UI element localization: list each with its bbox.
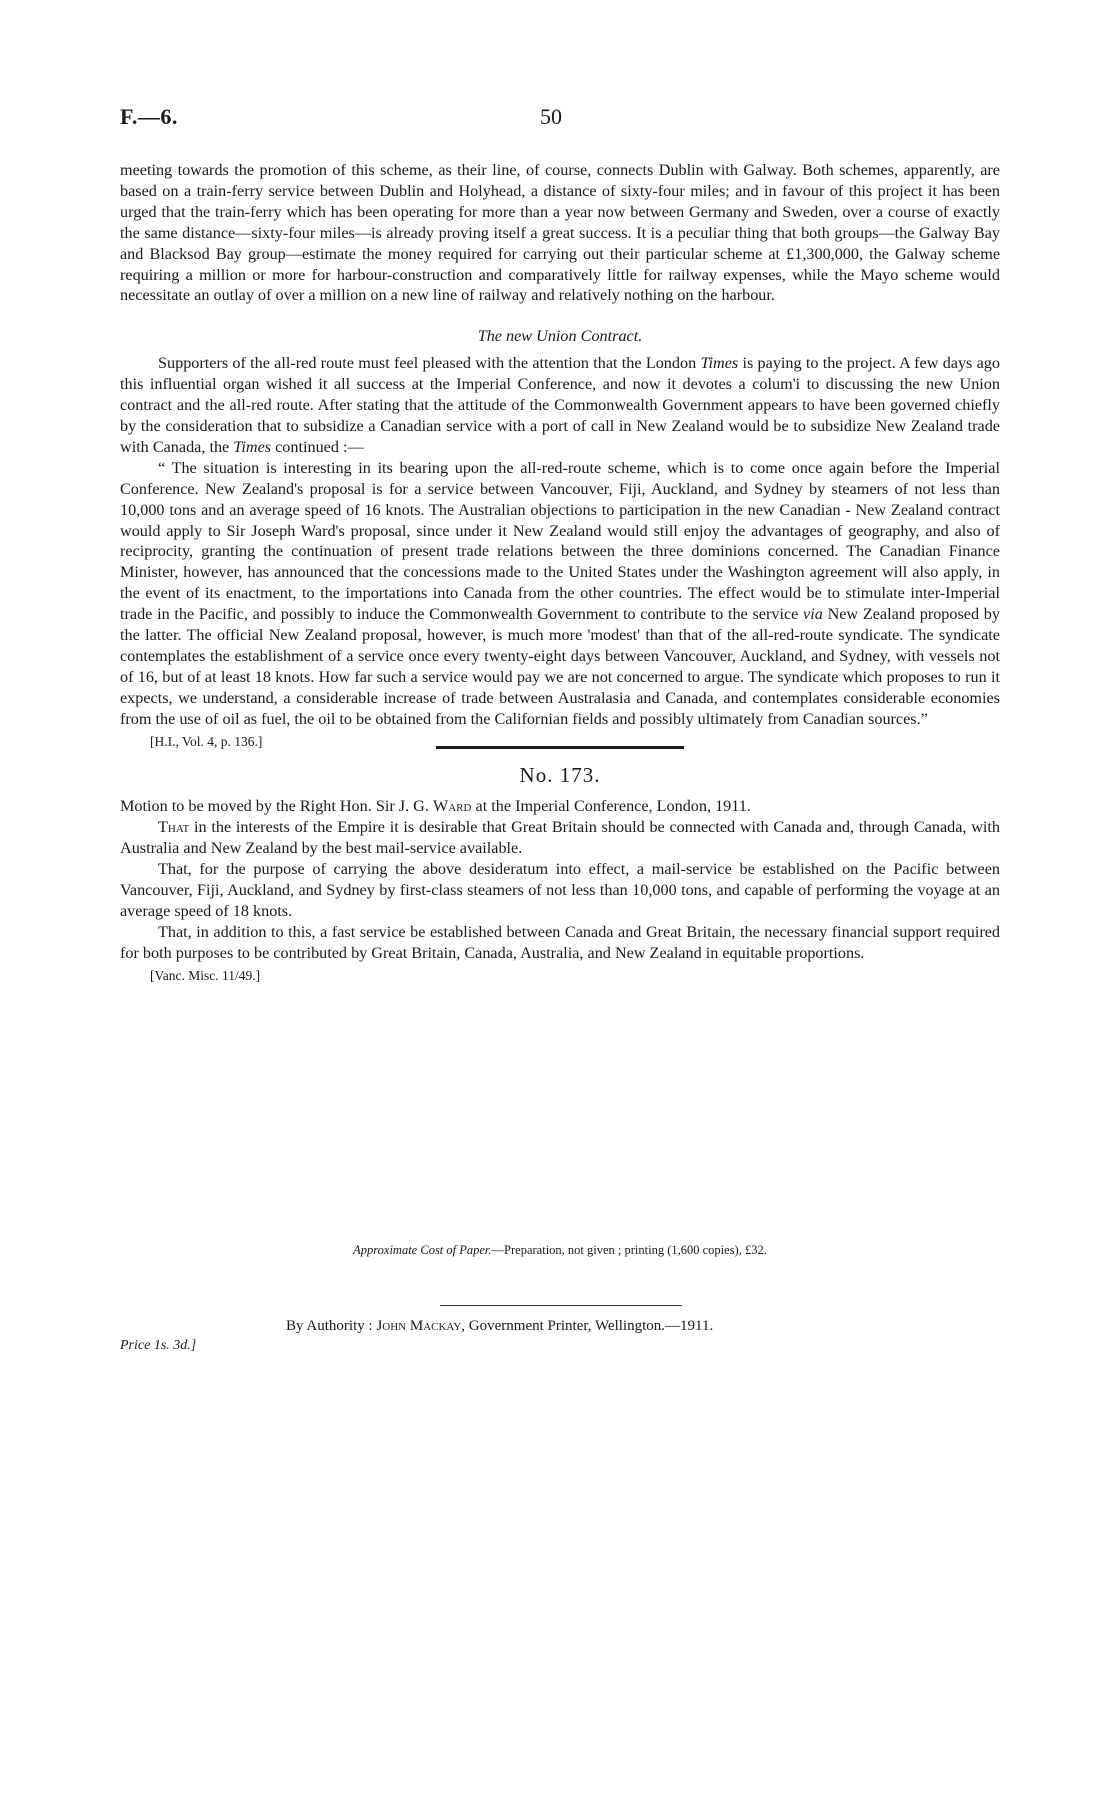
section-title-no-173: No. 173. (519, 763, 601, 788)
paragraph-continuation: meeting towards the promotion of this scheme, as their line, of course, connects Dublin with Galway. Both schemes, apparently, are based on a train-ferry service between Dublin and Holyhead, a distance of sixty-four miles; and in favour of this project it has been urged that the train-ferry which has been operating for more than a year now between Germany and Sweden, over a course of exactly the same distance—sixty-four miles—is already proving itself a great success. It is a peculiar thing that both groups—the Galway Bay and Blacksod Bay group—estimate the money required for carrying out their particular scheme at £1,300,000, the Galway scheme requiring a million or more for harbour-construction and comparatively little for railway expenses, while the Mayo scheme would necessitate an outlay of over a million on a new line of railway and relatively nothing on the harbour. (120, 161, 1000, 305)
page-header (120, 104, 1000, 134)
motion-paragraph-2: That, for the purpose of carrying the above desideratum into effect, a mail-service be established on the Pacific between Vancouver, Fiji, Auckland, and Sydney by first-class steamers of not less than 10,000 tons, and capable of performing the voyage at an average speed of 18 knots. (120, 860, 1000, 920)
motion-line: Motion to be moved by the Right Hon. Sir J. G. Ward at the Imperial Conference, London, 1911. (120, 797, 751, 816)
section-divider (436, 746, 684, 749)
printer-authority: By Authority : John Mackay, Government Printer, Wellington.—1911. (286, 1318, 714, 1334)
price-note: Price 1s. 3d.] (120, 1338, 197, 1353)
quotation-times: “ The situation is interesting in its bearing upon the all-red-route scheme, which is to come once again before the Imperial Conference. New Zealand's proposal is for a service between Vancouver, Fiji, Auckland, and Sydney by steamers of not less than 10,000 tons and an average speed of 16 knots. The Australian objections to participation in the new Canadian - New Zealand contract would apply to Sir Joseph Ward's proposal, since under it New Zealand would still enjoy the advantages of geography, and also of reciprocity, granting the continuation of present trade relations between the three dominions concerned. The Canadian Finance Minister, however, has announced that the concessions made to the United States under the Washington agreement will also apply, in the event of its enactment, to the importations into Canada from the other countries. The effect would be to stimulate inter-Imperial trade in the Pacific, and possibly to induce the Commonwealth Government to contribute to the service via New Zealand proposed by the latter. The official New Zealand proposal, however, is much more 'modest' than that of the all-red-route syndicate. The syndicate contemplates the establishment of a service once every twenty-eight days between Vancouver, Auckland, and Sydney, with vessels not of 16, but of at least 18 knots. How far such a service would pay we are not concerned to argue. The syndicate which proposes to run it expects, we understand, a considerable increase of trade between Australasia and Canada, and contemplates considerable economies from the use of oil as fuel, the oil to be obtained from the Californian fields and possibly ultimately from Canadian sources.” (120, 458, 1000, 728)
reference-hi: [H.I., Vol. 4, p. 136.] (150, 733, 263, 749)
reference-vanc: [Vanc. Misc. 11/49.] (150, 967, 261, 983)
motion-paragraph-1: That in the interests of the Empire it is desirable that Great Britain should be connected with Canada and, through Canada, with Australia and New Zealand by the best mail-service available. (120, 818, 1001, 858)
cost-of-paper: Approximate Cost of Paper.—Preparation, not given ; printing (1,600 copies), £32. (353, 1243, 767, 1257)
paragraph-supporters: Supporters of the all-red route must feel pleased with the attention that the London Times is paying to the project. A few days ago this influential organ wished it all success at the Imperial Conference, and now it devotes a colum'i to discussing the new Union contract and the all-red route. After stating that the attitude of the Commonwealth Government appears to have been governed chiefly by the consideration that to subsidize a Canadian service with a port of call in New Zealand would be to subsidize New Zealand trade with Canada, the Times continued :— (120, 354, 1000, 456)
section-heading-union-contract: The new Union Contract. (477, 327, 643, 346)
page-number: 50 (540, 104, 562, 129)
document-reference: F.—6. (120, 104, 178, 129)
footer-divider (440, 1305, 682, 1306)
motion-paragraph-3: That, in addition to this, a fast service be established between Canada and Great Britain, the necessary financial support required for both purposes to be contributed by Great Britain, Canada, Australia, and New Zealand in equitable proportions. (120, 922, 1000, 962)
body-text (120, 160, 1000, 987)
